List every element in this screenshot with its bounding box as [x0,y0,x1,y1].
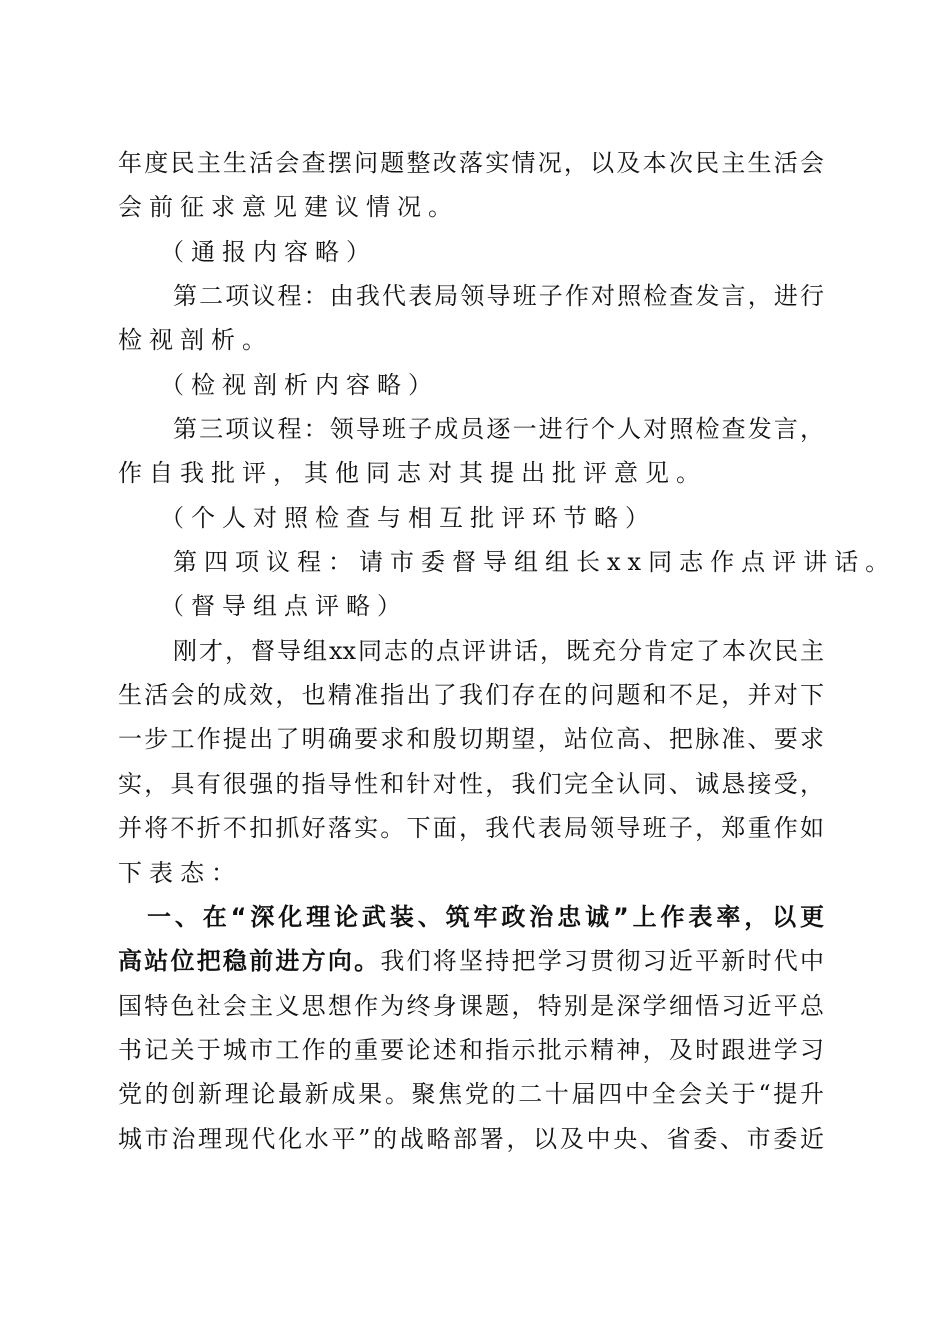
omitted-note: （个人对照检查与相互批评环节略） [160,503,656,532]
omitted-note: （督导组点评略） [160,592,408,621]
document-page [118,141,897,1161]
text-line: 刚才，督导组xx同志的点评讲话，既充分肯定了本次民主 [173,636,824,665]
text-line: 国特色社会主义思想作为终身课题，特别是深学细悟习近平总 [118,991,824,1020]
text-line: 检视剖析。 [118,326,273,355]
text-line: 下表态： [118,858,242,887]
omitted-note: （检视剖析内容略） [160,370,439,399]
agenda-item-3: 第三项议程：领导班子成员逐一进行个人对照检查发言， [173,415,824,444]
agenda-item-4: 第四项议程：请市委督导组组长xx同志作点评讲话。 [173,548,897,577]
section-heading-end: 高站位把稳前进方向。 [118,947,381,976]
text-segment: 我们将坚持把学习贯彻习近平新时代中 [380,947,825,976]
agenda-item-2: 第二项议程：由我代表局领导班子作对照检查发言，进行 [173,282,824,311]
text-line: 城市治理现代化水平”的战略部署，以及中央、省委、市委近 [118,1124,824,1153]
text-line: 并将不折不扣抓好落实。下面，我代表局领导班子，郑重作如 [118,814,824,843]
text-line: 书记关于城市工作的重要论述和指示批示精神，及时跟进学习 [118,1035,824,1064]
text-line: 年度民主生活会查摆问题整改落实情况，以及本次民主生活会 [118,149,824,177]
text-line: 实，具有很强的指导性和针对性，我们完全认同、诚恳接受， [118,769,824,798]
text-line: 会前征求意见建议情况。 [118,193,459,222]
omitted-note: （通报内容略） [160,237,377,266]
text-line [118,939,824,983]
text-line: 作自我批评，其他同志对其提出批评意见。 [118,459,707,488]
text-line: 党的创新理论最新成果。聚焦党的二十届四中全会关于“提升 [118,1080,824,1109]
section-heading: 一、在“深化理论武装、筑牢政治忠诚”上作表率，以更 [147,902,824,931]
text-line: 生活会的成效，也精准指出了我们存在的问题和不足，并对下 [118,681,824,710]
text-line: 一步工作提出了明确要求和殷切期望，站位高、把脉准、要求 [118,725,824,754]
